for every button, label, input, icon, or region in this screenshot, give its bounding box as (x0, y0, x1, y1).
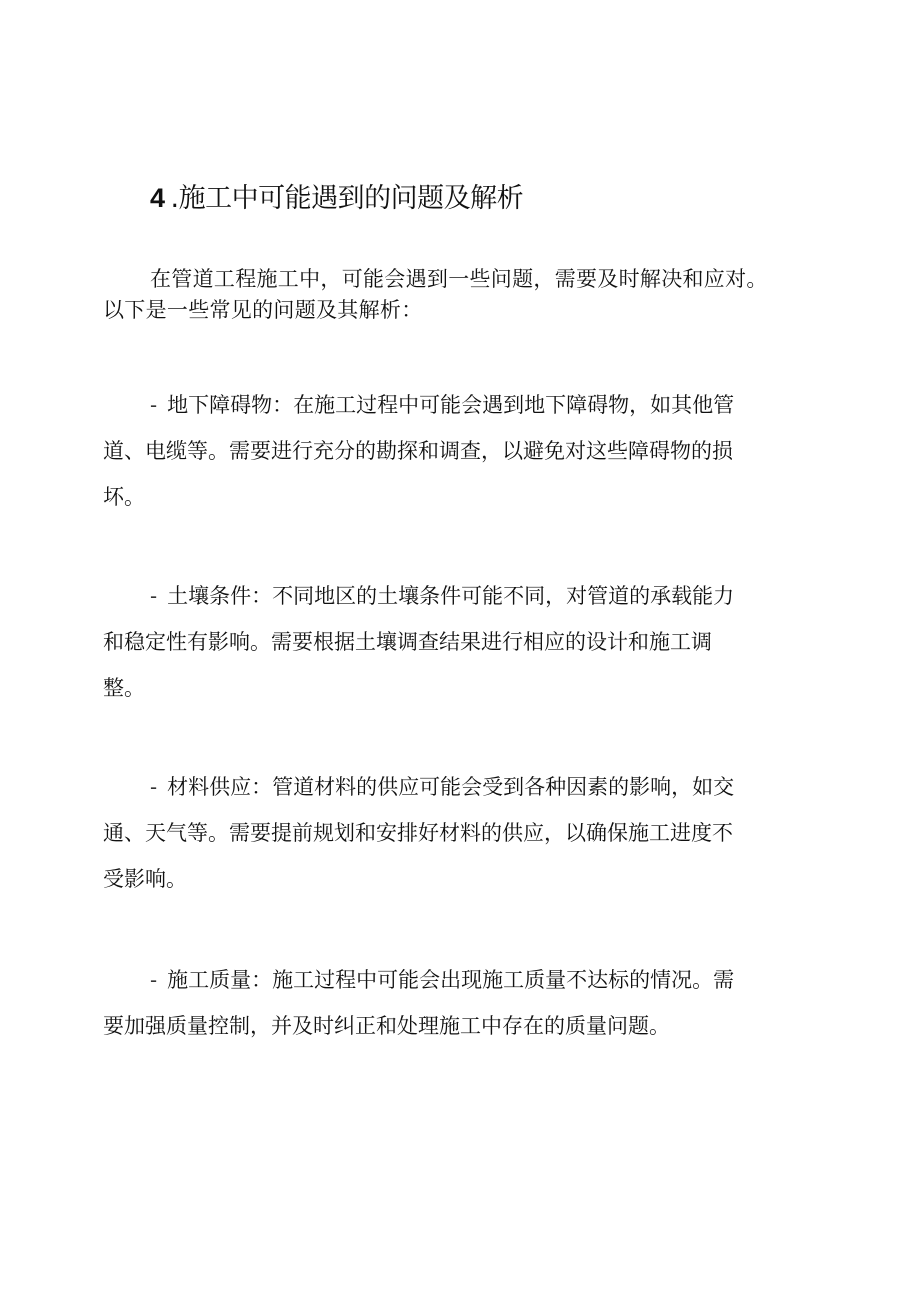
bullet-dash: - (150, 968, 158, 992)
item-line: 道、电缆等。需要进行充分的勘探和调查，以避免对这些障碍物的损 (103, 439, 733, 463)
intro-line: 在管道工程施工中，可能会遇到一些问题，需要及时解决和应对。 (150, 267, 768, 291)
section-heading (150, 176, 523, 215)
bullet-dash: - (150, 775, 158, 799)
item-line: - 施工质量：施工过程中可能会出现施工质量不达标的情况。需 (150, 968, 735, 992)
item-line: 和稳定性有影响。需要根据土壤调查结果进行相应的设计和施工调 (103, 630, 712, 654)
problem-item-underground-obstacles (103, 382, 803, 520)
problem-item-material-supply (103, 764, 803, 902)
intro-paragraph (103, 264, 843, 326)
item-line: 坏。 (103, 485, 145, 509)
section-number: 4 (150, 183, 165, 213)
item-line: - 地下障碍物：在施工过程中可能会遇到地下障碍物，如其他管 (150, 393, 735, 417)
bullet-dash: - (150, 393, 158, 417)
bullet-dash: - (150, 584, 158, 608)
item-line: 整。 (103, 676, 145, 700)
item-line: 通、天气等。需要提前规划和安排好材料的供应，以确保施工进度不 (103, 821, 733, 845)
section-title: .施工中可能遇到的问题及解析 (170, 183, 524, 214)
item-line: - 土壤条件：不同地区的土壤条件可能不同，对管道的承载能力 (150, 584, 735, 608)
problem-item-soil-conditions (103, 573, 803, 711)
intro-line: 以下是一些常见的问题及其解析： (103, 298, 423, 322)
item-line: 受影响。 (103, 867, 187, 891)
item-line: - 材料供应：管道材料的供应可能会受到各种因素的影响，如交 (150, 775, 735, 799)
problem-item-construction-quality (103, 957, 803, 1049)
item-line: 要加强质量控制，并及时纠正和处理施工中存在的质量问题。 (103, 1014, 670, 1038)
